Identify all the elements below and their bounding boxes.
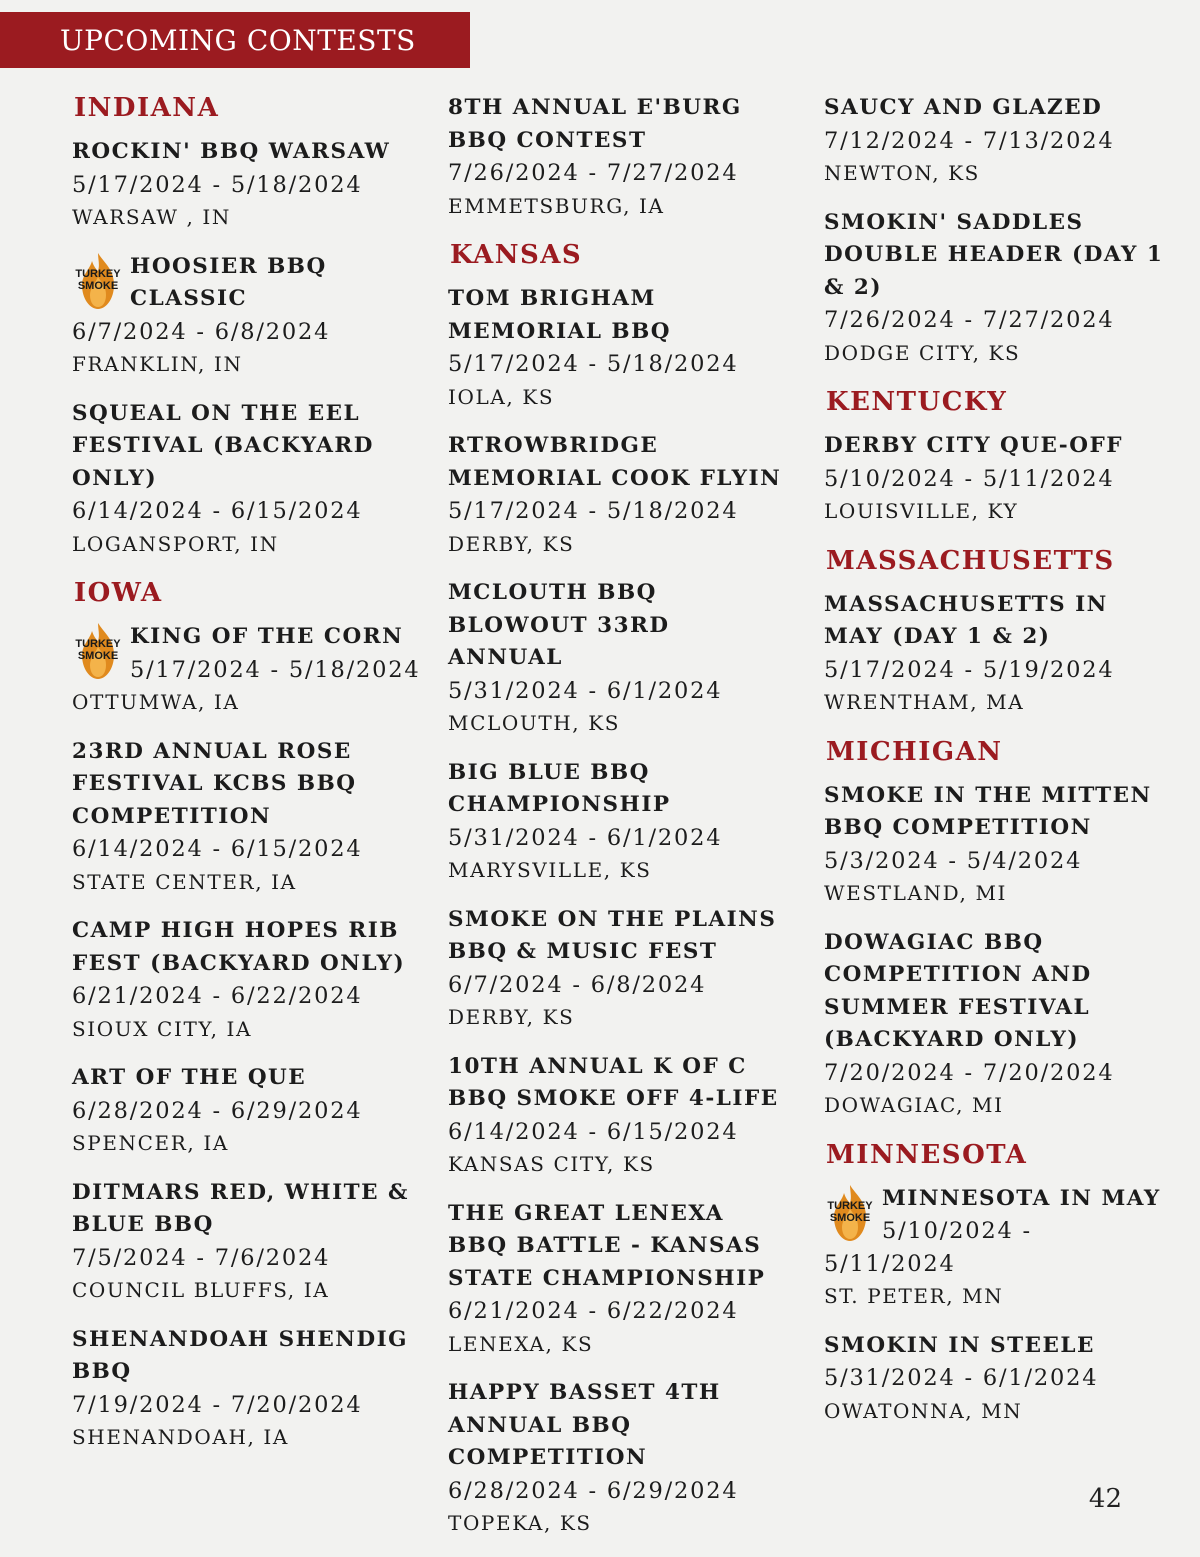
contest-name: TOM BRIGHAM MEMORIAL BBQ bbox=[448, 286, 671, 344]
contest-entry bbox=[824, 927, 1164, 1122]
contest-date: 6/21/2024 - 6/22/2024 bbox=[72, 983, 363, 1009]
contest-entry bbox=[824, 1330, 1164, 1428]
contest-entry bbox=[72, 1177, 432, 1307]
contest-name: 23RD ANNUAL ROSE FESTIVAL KCBS BBQ COMPETITION bbox=[72, 738, 357, 829]
contest-name: MINNESOTA IN MAY bbox=[882, 1185, 1161, 1211]
contest-location: IOLA, KS bbox=[448, 384, 555, 409]
turkey-smoke-logo-icon bbox=[74, 621, 122, 681]
contest-location: NEWTON, KS bbox=[824, 161, 980, 185]
contest-date: 7/26/2024 - 7/27/2024 bbox=[824, 307, 1115, 333]
contest-date: 7/19/2024 - 7/20/2024 bbox=[72, 1391, 363, 1418]
state-heading: INDIANA bbox=[74, 93, 220, 123]
contest-entry bbox=[448, 92, 788, 222]
contest-location: WESTLAND, MI bbox=[824, 881, 1008, 905]
contest-entry bbox=[824, 780, 1164, 910]
logo-line-2: SMOKE bbox=[77, 650, 119, 662]
contest-location: OTTUMWA, IA bbox=[72, 690, 240, 714]
contest-entry bbox=[72, 398, 432, 561]
contest-entry bbox=[72, 136, 432, 234]
contest-location: SIOUX CITY, IA bbox=[72, 1016, 253, 1041]
contest-entry bbox=[448, 1377, 788, 1540]
contest-name: SMOKE ON THE PLAINS BBQ & MUSIC FEST bbox=[448, 906, 777, 964]
contest-location: DOWAGIAC, MI bbox=[824, 1093, 1004, 1117]
contest-location: ST. PETER, MN bbox=[824, 1284, 1004, 1308]
contest-name: SQUEAL ON THE EEL FESTIVAL (BACKYARD ONLY) bbox=[72, 400, 374, 491]
contest-entry bbox=[448, 1051, 788, 1181]
contest-name: ART OF THE QUE bbox=[72, 1065, 307, 1090]
logo-line-1: TURKEY bbox=[75, 638, 121, 650]
contest-date: 6/14/2024 - 6/15/2024 bbox=[72, 498, 363, 524]
contest-date: 5/10/2024 - 5/11/2024 bbox=[824, 1218, 1032, 1277]
contest-location: DERBY, KS bbox=[448, 1005, 575, 1029]
contest-location: EMMETSBURG, IA bbox=[448, 193, 665, 218]
contest-date: 6/7/2024 - 6/8/2024 bbox=[448, 971, 707, 998]
contest-entry bbox=[824, 207, 1164, 370]
contest-name: RTROWBRIDGE MEMORIAL COOK FLYIN bbox=[448, 433, 782, 491]
contest-entry bbox=[72, 1062, 432, 1160]
contest-location: LOUISVILLE, KY bbox=[824, 499, 1019, 523]
contest-entry bbox=[448, 283, 788, 413]
contest-entry bbox=[448, 757, 788, 887]
contest-location: DERBY, KS bbox=[448, 531, 575, 556]
contest-date: 5/31/2024 - 6/1/2024 bbox=[448, 677, 723, 704]
contest-name: CAMP HIGH HOPES RIB FEST (BACKYARD ONLY) bbox=[72, 918, 406, 976]
contest-location: MARYSVILLE, KS bbox=[448, 858, 652, 882]
contest-name: 10TH ANNUAL K OF C BBQ SMOKE OFF 4-LIFE bbox=[448, 1053, 779, 1111]
contest-name: SMOKIN IN STEELE bbox=[824, 1332, 1095, 1358]
contest-date: 5/31/2024 - 6/1/2024 bbox=[824, 1365, 1099, 1391]
contest-name: DERBY CITY QUE-OFF bbox=[824, 433, 1123, 458]
contest-entry bbox=[72, 621, 432, 719]
contest-name: SMOKIN' SADDLES DOUBLE HEADER (DAY 1 & 2) bbox=[824, 209, 1164, 300]
contest-date: 7/26/2024 - 7/27/2024 bbox=[448, 160, 739, 186]
contest-location: TOPEKA, KS bbox=[448, 1511, 592, 1535]
contest-name: ROCKIN' BBQ WARSAW bbox=[72, 139, 391, 164]
contest-name: DITMARS RED, WHITE & BLUE BBQ bbox=[72, 1179, 409, 1237]
state-heading: MICHIGAN bbox=[826, 736, 1003, 767]
page-title: UPCOMING CONTESTS bbox=[60, 24, 416, 57]
contest-name: THE GREAT LENEXA BBQ BATTLE - KANSAS STATE CHAMPIONSHIP bbox=[448, 1200, 766, 1291]
contest-name: MASSACHUSETTS IN MAY (DAY 1 & 2) bbox=[824, 591, 1108, 649]
contest-entry bbox=[72, 736, 432, 899]
page-number: 42 bbox=[1088, 1484, 1122, 1514]
contest-name: KING OF THE CORN bbox=[130, 624, 404, 649]
contest-entry bbox=[448, 1198, 788, 1361]
contest-location: COUNCIL BLUFFS, IA bbox=[72, 1278, 330, 1302]
contest-date: 5/10/2024 - 5/11/2024 bbox=[824, 465, 1115, 492]
column-3 bbox=[824, 92, 1164, 1444]
contest-name: DOWAGIAC BBQ COMPETITION AND SUMMER FESTIVAL (BACKYARD ONLY) bbox=[824, 929, 1092, 1052]
contest-location: DODGE CITY, KS bbox=[824, 340, 1021, 365]
contest-date: 6/28/2024 - 6/29/2024 bbox=[448, 1477, 739, 1504]
contest-date: 5/17/2024 - 5/19/2024 bbox=[824, 656, 1115, 683]
contest-location: OWATONNA, MN bbox=[824, 1398, 1023, 1423]
contest-entry bbox=[72, 1324, 432, 1454]
contest-entry bbox=[824, 430, 1164, 528]
logo-line-2: SMOKE bbox=[77, 279, 119, 292]
contest-date: 5/17/2024 - 5/18/2024 bbox=[130, 656, 421, 683]
state-heading: MASSACHUSETTS bbox=[826, 545, 1115, 576]
state-heading: MINNESOTA bbox=[826, 1139, 1028, 1170]
contest-date: 5/31/2024 - 6/1/2024 bbox=[448, 824, 723, 851]
contest-entry bbox=[824, 589, 1164, 719]
contest-date: 6/7/2024 - 6/8/2024 bbox=[72, 318, 331, 345]
state-heading: KENTUCKY bbox=[826, 387, 1008, 417]
logo-line-1: TURKEY bbox=[827, 1199, 873, 1212]
contest-entry bbox=[824, 1183, 1164, 1313]
contest-name: BIG BLUE BBQ CHAMPIONSHIP bbox=[448, 759, 671, 817]
contest-name: 8TH ANNUAL E'BURG BBQ CONTEST bbox=[448, 95, 742, 153]
contest-name: HOOSIER BBQ CLASSIC bbox=[130, 253, 327, 311]
contest-date: 6/21/2024 - 6/22/2024 bbox=[448, 1298, 739, 1324]
contest-location: WRENTHAM, MA bbox=[824, 690, 1025, 714]
header-banner bbox=[0, 12, 470, 68]
turkey-smoke-logo-icon bbox=[74, 251, 122, 311]
column-1 bbox=[72, 92, 432, 1471]
contest-date: 5/17/2024 - 5/18/2024 bbox=[72, 171, 363, 198]
contest-date: 7/5/2024 - 7/6/2024 bbox=[72, 1244, 331, 1271]
turkey-smoke-logo-icon bbox=[826, 1183, 874, 1243]
contest-location: KANSAS CITY, KS bbox=[448, 1152, 655, 1176]
contest-location: LENEXA, KS bbox=[448, 1331, 594, 1356]
contest-date: 5/17/2024 - 5/18/2024 bbox=[448, 351, 739, 377]
contest-location: SPENCER, IA bbox=[72, 1131, 229, 1155]
contest-date: 6/14/2024 - 6/15/2024 bbox=[448, 1118, 739, 1145]
contest-name: SMOKE IN THE MITTEN BBQ COMPETITION bbox=[824, 782, 1152, 840]
state-heading: KANSAS bbox=[450, 240, 583, 270]
contest-location: LOGANSPORT, IN bbox=[72, 531, 279, 556]
contest-name: MCLOUTH BBQ BLOWOUT 33RD ANNUAL bbox=[448, 580, 670, 670]
contest-name: SHENANDOAH SHENDIG BBQ bbox=[72, 1326, 409, 1384]
contest-date: 5/3/2024 - 5/4/2024 bbox=[824, 847, 1083, 874]
contest-entry bbox=[448, 904, 788, 1034]
contest-location: STATE CENTER, IA bbox=[72, 869, 297, 894]
contest-date: 6/28/2024 - 6/29/2024 bbox=[72, 1097, 363, 1124]
contest-date: 7/12/2024 - 7/13/2024 bbox=[824, 127, 1115, 154]
contest-entry bbox=[824, 92, 1164, 190]
contest-entry bbox=[72, 915, 432, 1045]
contest-entry bbox=[448, 577, 788, 740]
contest-name: HAPPY BASSET 4TH ANNUAL BBQ COMPETITION bbox=[448, 1380, 721, 1470]
logo-line-2: SMOKE bbox=[829, 1211, 871, 1224]
contest-date: 5/17/2024 - 5/18/2024 bbox=[448, 498, 739, 524]
contest-date: 7/20/2024 - 7/20/2024 bbox=[824, 1059, 1115, 1086]
state-heading: IOWA bbox=[74, 578, 163, 608]
contest-entry bbox=[448, 430, 788, 560]
contest-name: SAUCY AND GLAZED bbox=[824, 95, 1103, 120]
contest-location: SHENANDOAH, IA bbox=[72, 1425, 289, 1449]
contest-location: MCLOUTH, KS bbox=[448, 711, 621, 735]
contest-date: 6/14/2024 - 6/15/2024 bbox=[72, 836, 363, 862]
column-2 bbox=[448, 92, 788, 1557]
contest-entry bbox=[72, 251, 432, 381]
contest-location: FRANKLIN, IN bbox=[72, 352, 243, 376]
logo-line-1: TURKEY bbox=[75, 267, 121, 280]
contest-location: WARSAW , IN bbox=[72, 205, 232, 229]
